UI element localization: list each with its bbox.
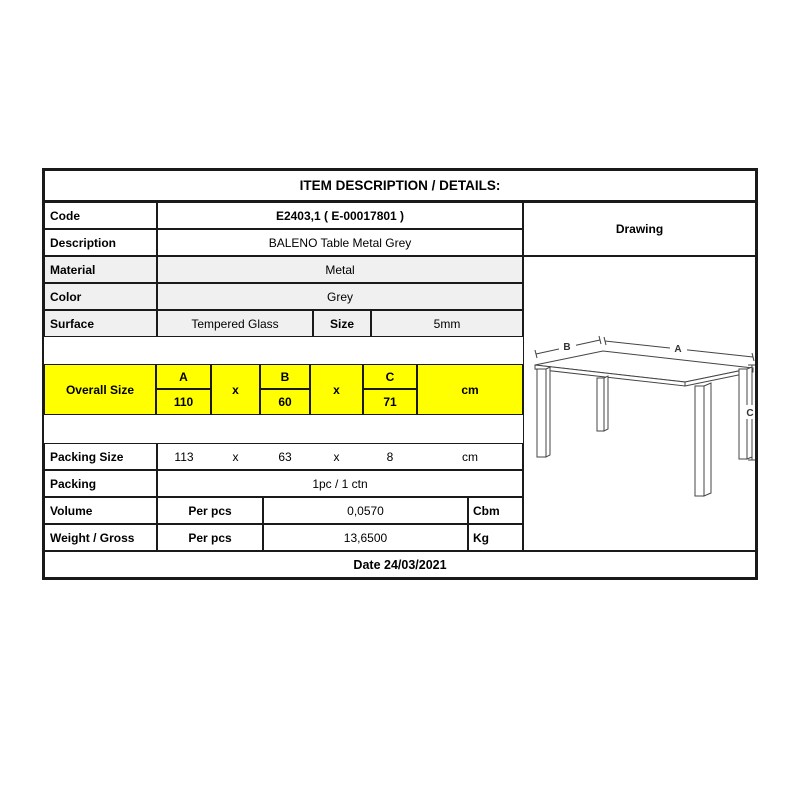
table-sketch <box>524 257 755 550</box>
overall-size-unit: cm <box>417 364 523 415</box>
packing-size-label: Packing Size <box>44 443 157 470</box>
volume-value: 0,0570 <box>263 497 468 524</box>
weight-per: Per pcs <box>157 524 263 551</box>
overall-size-dim-c-letter: C <box>363 364 417 389</box>
overall-size-dim-b-letter: B <box>260 364 310 389</box>
weight-value: 13,6500 <box>263 524 468 551</box>
surface-size-value: 5mm <box>371 310 523 337</box>
material-label: Material <box>44 256 157 283</box>
overall-size-dim-b-value: 60 <box>260 389 310 415</box>
packing-size-seg-3: x <box>333 449 340 464</box>
spec-table <box>42 168 758 580</box>
overall-size-dim-a-letter: A <box>156 364 211 389</box>
packing-size-value <box>157 443 523 470</box>
surface-label: Surface <box>44 310 157 337</box>
packing-value: 1pc / 1 ctn <box>157 470 523 497</box>
description-label: Description <box>44 229 157 256</box>
code-value: E2403,1 ( E-00017801 ) <box>157 202 523 229</box>
packing-size-seg-0: 113 <box>174 449 194 464</box>
page-title: ITEM DESCRIPTION / DETAILS: <box>44 170 756 202</box>
packing-label: Packing <box>44 470 157 497</box>
drawing-header: Drawing <box>523 202 756 256</box>
volume-label: Volume <box>44 497 157 524</box>
weight-unit: Kg <box>468 524 523 551</box>
overall-size-dim-a-value: 110 <box>156 389 211 415</box>
dim-a-label: A <box>674 344 682 355</box>
packing-size-seg-4: 8 <box>386 449 394 464</box>
surface-size-label: Size <box>313 310 371 337</box>
color-value: Grey <box>157 283 523 310</box>
volume-per: Per pcs <box>157 497 263 524</box>
dim-c-label: C <box>746 408 754 419</box>
table-leg-front-left <box>537 367 550 457</box>
weight-label: Weight / Gross <box>44 524 157 551</box>
material-value: Metal <box>157 256 523 283</box>
table-leg-back-left <box>597 376 608 431</box>
overall-size-separator-2: x <box>310 364 363 415</box>
overall-size-separator-1: x <box>211 364 260 415</box>
packing-size-seg-5: cm <box>462 449 478 464</box>
table-leg-front-right <box>695 383 711 496</box>
drawing-area <box>523 256 756 551</box>
surface-value: Tempered Glass <box>157 310 313 337</box>
overall-size-dim-c-value: 71 <box>363 389 417 415</box>
description-value: BALENO Table Metal Grey <box>157 229 523 256</box>
dim-b-label: B <box>563 342 571 353</box>
overall-size-label: Overall Size <box>44 364 156 415</box>
date-row: Date 24/03/2021 <box>44 551 756 578</box>
packing-size-seg-1: x <box>232 449 239 464</box>
color-label: Color <box>44 283 157 310</box>
volume-unit: Cbm <box>468 497 523 524</box>
code-label: Code <box>44 202 157 229</box>
packing-size-seg-2: 63 <box>278 449 292 464</box>
